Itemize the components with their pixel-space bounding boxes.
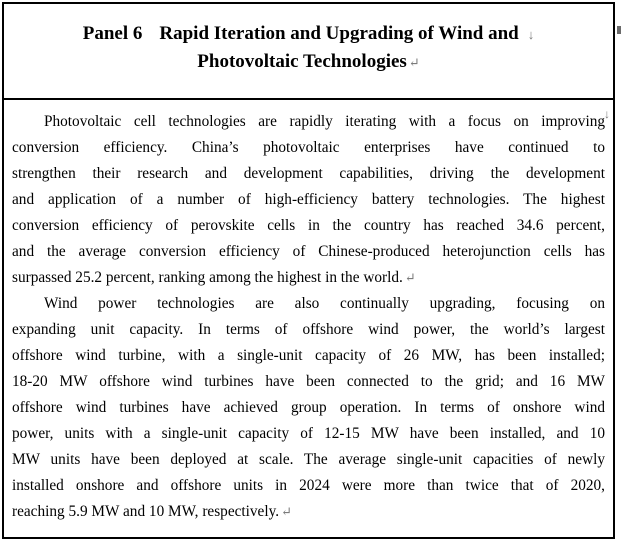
body-text-line bbox=[12, 473, 605, 499]
paragraph-mark-icon: ↵ bbox=[404, 270, 416, 285]
panel-6-box bbox=[2, 2, 615, 539]
body-text: strengthen their research and development capabilities, driving the development bbox=[12, 165, 605, 182]
body-text: and application of a number of high-efficiency battery technologies. The highest bbox=[12, 191, 605, 208]
panel-title-text-line1: Rapid Iteration and Upgrading of Wind and bbox=[159, 23, 519, 44]
body-text: expanding unit capacity. In terms of offshore wind power, the world’s largest bbox=[12, 321, 605, 338]
body-text: 18-20 MW offshore wind turbines have been connected to the grid; and 16 MW bbox=[12, 373, 605, 390]
body-text-line bbox=[12, 213, 605, 239]
paragraph-mark-icon: ↵ bbox=[408, 55, 420, 70]
panel-label: Panel 6 bbox=[82, 23, 143, 44]
body-text: installed onshore and offshore units in 2024 were more than twice that of 2020, bbox=[12, 477, 605, 494]
body-text: MW units have been deployed at scale. The average single-unit capacities of newly bbox=[12, 451, 605, 468]
body-text-line bbox=[12, 369, 605, 395]
body-text: conversion efficiency of perovskite cells in the country has reached 34.6 percent, bbox=[12, 217, 605, 234]
body-text-line bbox=[12, 265, 605, 291]
body-text-line bbox=[12, 161, 605, 187]
line-break-mark-icon: ↓ bbox=[527, 27, 535, 42]
body-text-line bbox=[12, 499, 605, 525]
clipped-paragraph-mark-icon bbox=[617, 26, 621, 34]
body-text-line bbox=[12, 239, 605, 265]
body-text: offshore wind turbines have achieved group operation. In terms of onshore wind bbox=[12, 399, 605, 416]
body-text: and the average conversion efficiency of Chinese-produced heterojunction cells has bbox=[12, 243, 605, 260]
body-text-line bbox=[12, 317, 605, 343]
body-text-line bbox=[12, 395, 605, 421]
body-text-line bbox=[12, 447, 605, 473]
body-text-line bbox=[12, 109, 605, 135]
body-text: Wind power technologies are also continually upgrading, focusing on bbox=[44, 295, 605, 312]
body-text-line bbox=[12, 343, 605, 369]
line-break-mark-icon: ↓ bbox=[604, 107, 610, 121]
paragraph-mark-icon: ↵ bbox=[281, 504, 292, 519]
panel-title-line-1 bbox=[83, 20, 535, 48]
panel-body bbox=[4, 100, 613, 525]
body-text: surpassed 25.2 percent, ranking among the highest in the world. bbox=[12, 269, 403, 286]
body-text-line bbox=[12, 291, 605, 317]
body-text-line bbox=[12, 187, 605, 213]
panel-title bbox=[4, 4, 613, 100]
body-text: reaching 5.9 MW and 10 MW, respectively. bbox=[12, 503, 280, 520]
panel-title-line-2 bbox=[197, 48, 419, 76]
body-text: Photovoltaic cell technologies are rapidly iterating with a focus on improving bbox=[44, 113, 605, 130]
body-text-line bbox=[12, 135, 605, 161]
body-text: conversion efficiency. China’s photovoltaic enterprises have continued to bbox=[12, 139, 605, 156]
panel-title-text-line2: Photovoltaic Technologies bbox=[197, 51, 407, 72]
body-text: offshore wind turbine, with a single-unit capacity of 26 MW, has been installed; bbox=[12, 347, 605, 364]
body-text: power, units with a single-unit capacity of 12-15 MW have been installed, and 10 bbox=[12, 425, 605, 442]
body-text-line bbox=[12, 421, 605, 447]
